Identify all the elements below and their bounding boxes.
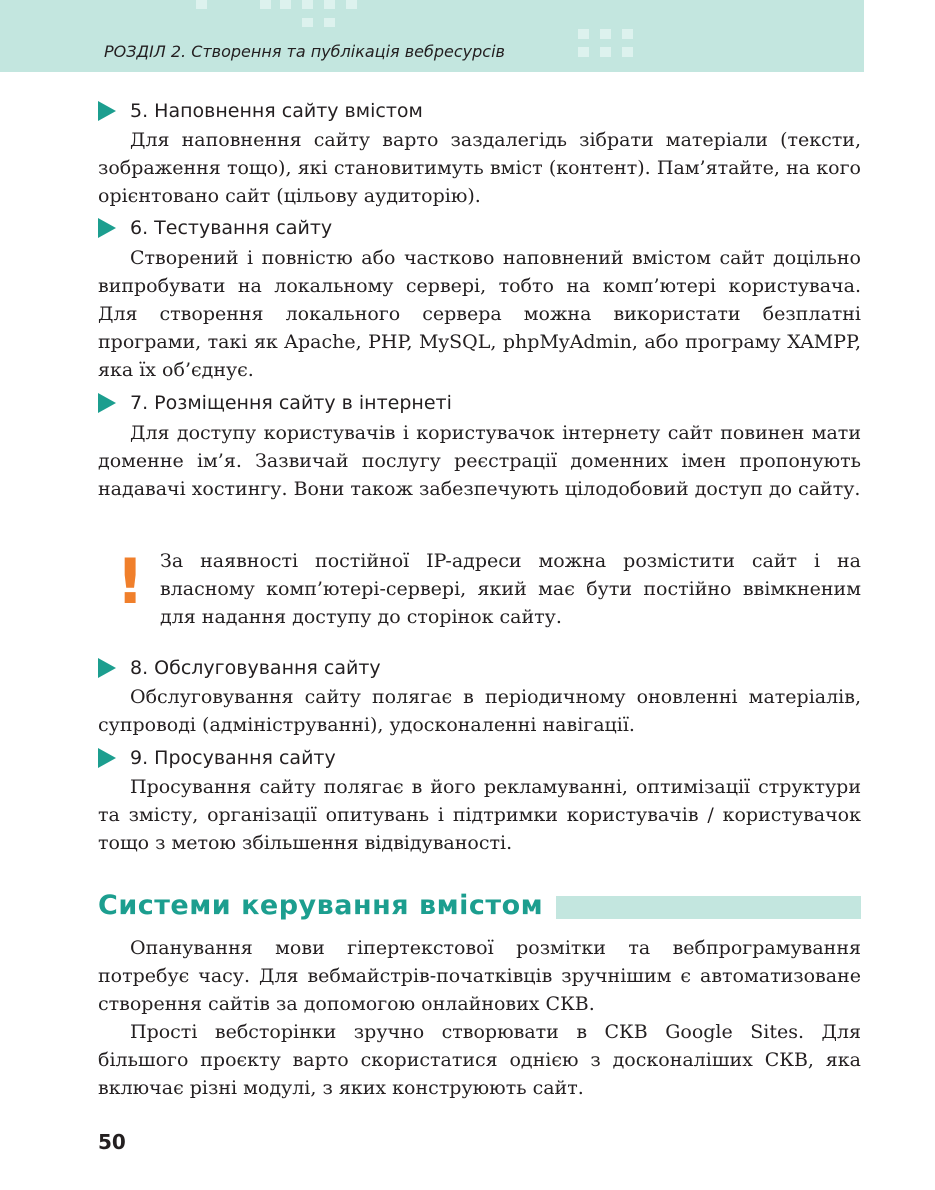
header-dot bbox=[578, 47, 589, 57]
triangle-bullet-icon bbox=[98, 218, 116, 238]
step-label: 8. Обслуговування сайту bbox=[130, 657, 381, 679]
step-paragraph-7: Для доступу користувачів і користувачок інтернету сайт повинен мати доменне ім’я. Зазвичай послугу реєстрації доменних імен пропонують надавачі хостингу. Вони також забезпечують цілодобовий доступ до сайту. bbox=[98, 422, 861, 500]
triangle-bullet-icon bbox=[98, 658, 116, 678]
triangle-bullet-icon bbox=[98, 748, 116, 768]
header-dot bbox=[346, 0, 357, 9]
triangle-bullet-icon bbox=[98, 101, 116, 121]
header-dot bbox=[280, 0, 291, 9]
step-label: 5. Наповнення сайту вмістом bbox=[130, 100, 423, 122]
exclamation-icon: ! bbox=[116, 545, 145, 618]
header-dot bbox=[302, 0, 313, 9]
step-paragraph-5: Для наповнення сайту варто заздалегідь зібрати матеріали (тексти, зображення тощо), які становитимуть вміст (контент). Пам’ятайте, на кого орієнтовано сайт (цільову аудиторію). bbox=[98, 129, 861, 207]
header-dot bbox=[622, 47, 633, 57]
header-dot bbox=[622, 29, 633, 39]
header-dot bbox=[196, 0, 207, 9]
step-heading-7 bbox=[98, 389, 452, 417]
step-label: 9. Просування сайту bbox=[130, 747, 336, 769]
step-paragraph-8: Обслуговування сайту полягає в періодичному оновленні матеріалів, супроводі (адмініструванні), удосконаленні навігації. bbox=[98, 686, 861, 736]
page-number: 50 bbox=[98, 1130, 126, 1154]
step-label: 7. Розміщення сайту в інтернеті bbox=[130, 392, 452, 414]
step-paragraph-9: Просування сайту полягає в його рекламуванні, оптимізації структури та змісту, організації опитувань і підтримки користувачів / користувачок тощо з метою збільшення відвідуваності. bbox=[98, 776, 861, 854]
section-paragraph-2: Прості вебсторінки зручно створювати в СКВ Google Sites. Для більшого проєкту варто скористатися однією з досконаліших СКВ, яка включає різні модулі, з яких конструюють сайт. bbox=[98, 1021, 861, 1099]
step-heading-9 bbox=[98, 744, 336, 772]
step-heading-6 bbox=[98, 214, 332, 242]
section-paragraph-1: Опанування мови гіпертекстової розмітки та вебпрограмування потребує часу. Для вебмайстрів-початківців зручнішим є автоматизоване створення сайтів за допомогою онлайнових СКВ. bbox=[98, 937, 861, 1015]
note-text: За наявності постійної IP-адреси можна розмістити сайт і на власному комп’ютері-сервері, який має бути постійно ввімкненим для надання доступу до сторінок сайту. bbox=[160, 550, 861, 628]
header-dot bbox=[302, 18, 313, 27]
section-heading: Системи керування вмістом bbox=[98, 890, 544, 921]
header-dot bbox=[578, 29, 589, 39]
step-heading-5 bbox=[98, 97, 423, 125]
section-header-title: РОЗДІЛ 2. Створення та публікація вебресурсів bbox=[104, 42, 505, 61]
step-heading-8 bbox=[98, 654, 381, 682]
header-band bbox=[0, 0, 864, 72]
header-dot bbox=[600, 29, 611, 39]
header-dot bbox=[324, 18, 335, 27]
header-dot bbox=[600, 47, 611, 57]
header-dot bbox=[260, 0, 271, 9]
step-label: 6. Тестування сайту bbox=[130, 217, 333, 239]
step-paragraph-6: Створений і повністю або частково наповнений вмістом сайт доцільно випробувати на локальному сервері, тобто на комп’ютері користувача. Для створення локального сервера можна використати безплатні програми, такі як Apache, PHP, MySQL, phpMyAdmin, або програму XAMPP, яка їх об’єднує. bbox=[98, 247, 861, 381]
triangle-bullet-icon bbox=[98, 393, 116, 413]
section-heading-bar bbox=[556, 896, 861, 919]
header-dot bbox=[324, 0, 335, 9]
